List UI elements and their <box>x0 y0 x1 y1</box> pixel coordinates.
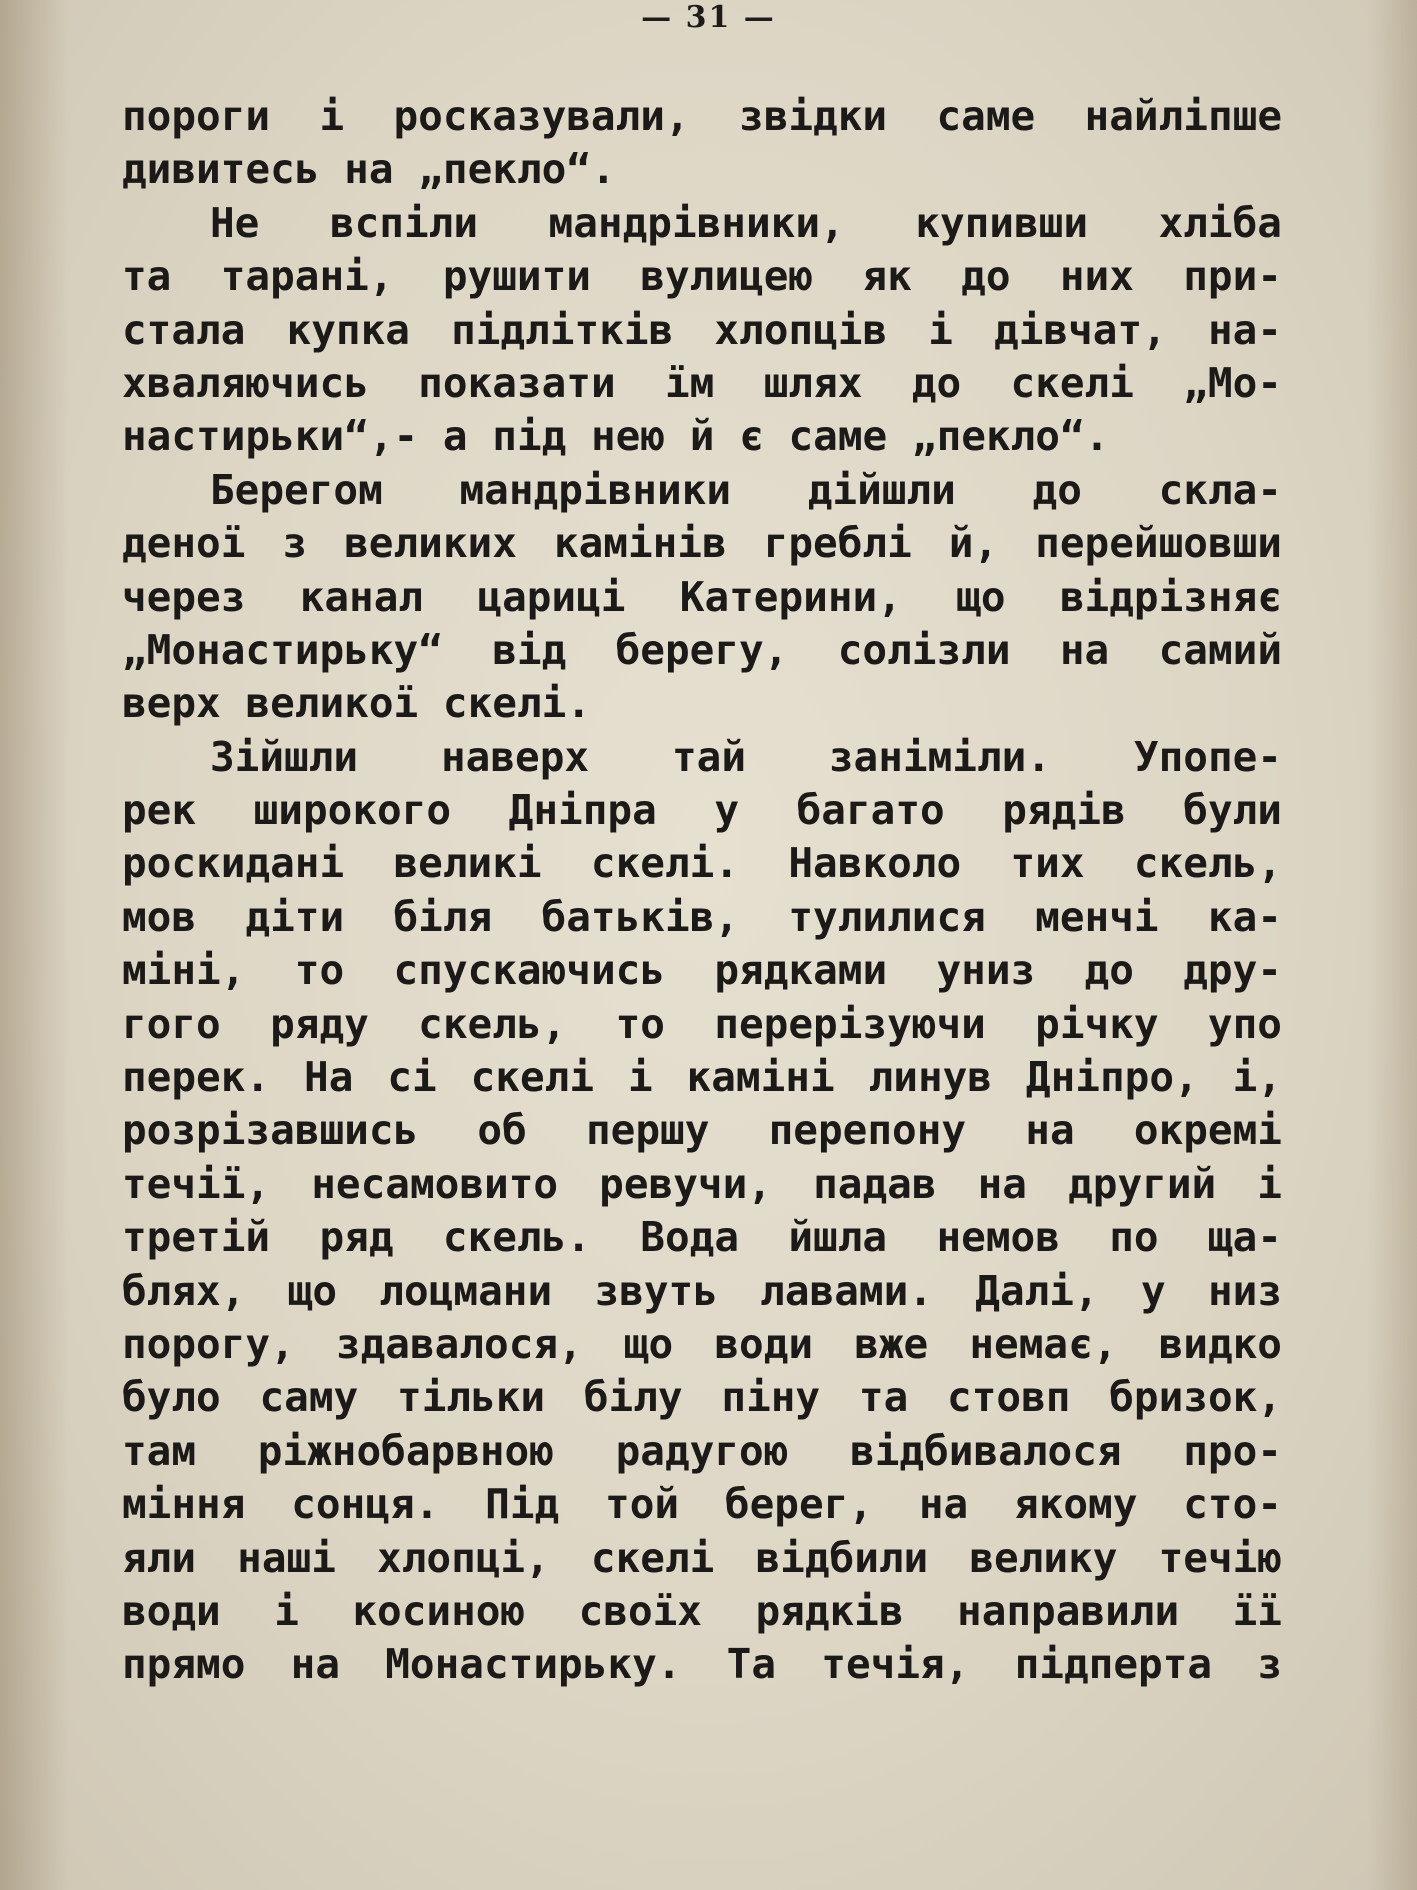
text-line: та тарані, рушити вулицею як до них при- <box>122 252 1282 301</box>
text-line: перек. На сі скелі і каміні линув Дніпро, і, <box>122 1053 1282 1102</box>
text-line: порогу, здавалося, що води вже немає, видко <box>122 1319 1282 1368</box>
text-line: гого ряду скель, то перерізуючи річку упо <box>122 999 1282 1048</box>
text-line: блях, що лоцмани звуть лавами. Далі, у низ <box>122 1266 1282 1315</box>
text-line: пороги і росказували, звідки саме найліпше <box>122 92 1282 140</box>
text-line: Зійшли наверх тай заніміли. Упопе- <box>210 732 1282 781</box>
page-edge-shadow-right <box>1367 0 1417 1890</box>
text-line: роскидані великі скелі. Навколо тих скель, <box>122 839 1282 888</box>
text-line: дивитесь на „пекло“. <box>122 145 616 194</box>
text-line: було саму тільки білу піну та стовп бризок, <box>122 1373 1282 1422</box>
text-line: хваляючись показати їм шлях до скелі „Мо- <box>122 358 1282 407</box>
text-line: міні, то спускаючись рядками униз до дру- <box>122 946 1282 995</box>
body-text <box>122 90 1282 1692</box>
text-line: стала купка підлітків хлопців і дівчат, на- <box>122 305 1282 354</box>
text-line: міння сонця. Під той берег, на якому сто- <box>122 1480 1282 1529</box>
text-line: настирьки“,- а під нею й є саме „пекло“. <box>122 412 1110 461</box>
text-line: Не вспіли мандрівники, купивши хліба <box>210 198 1282 247</box>
text-line: яли наші хлопці, скелі відбили велику течію <box>122 1533 1282 1582</box>
text-line: рек широкого Дніпра у багато рядів були <box>122 786 1282 835</box>
text-line: води і косиною своїх рядків направили її <box>122 1586 1282 1635</box>
text-line: Берегом мандрівники дійшли до скла- <box>210 465 1282 514</box>
text-line: розрізавшись об першу перепону на окремі <box>122 1106 1282 1155</box>
text-line: третій ряд скель. Вода йшла немов по ща- <box>122 1213 1282 1262</box>
page-number: — 31 — <box>641 0 776 35</box>
text-line: деної з великих камінів греблі й, перейшовши <box>122 519 1282 568</box>
text-line: там ріжнобарвною радугою відбивалося про- <box>122 1426 1282 1475</box>
text-line: „Монастирьку“ від берегу, солізли на самий <box>122 625 1282 674</box>
text-line: мов діти біля батьків, тулилися менчі ка- <box>122 892 1282 941</box>
text-line: течії, несамовито ревучи, падав на другий і <box>122 1159 1282 1208</box>
text-line: через канал цариці Катерини, що відрізняє <box>122 572 1282 621</box>
page-edge-shadow-left <box>0 0 70 1890</box>
text-line: верх великої скелі. <box>122 679 591 728</box>
text-line: прямо на Монастирьку. Та течія, підперта з <box>122 1640 1282 1689</box>
